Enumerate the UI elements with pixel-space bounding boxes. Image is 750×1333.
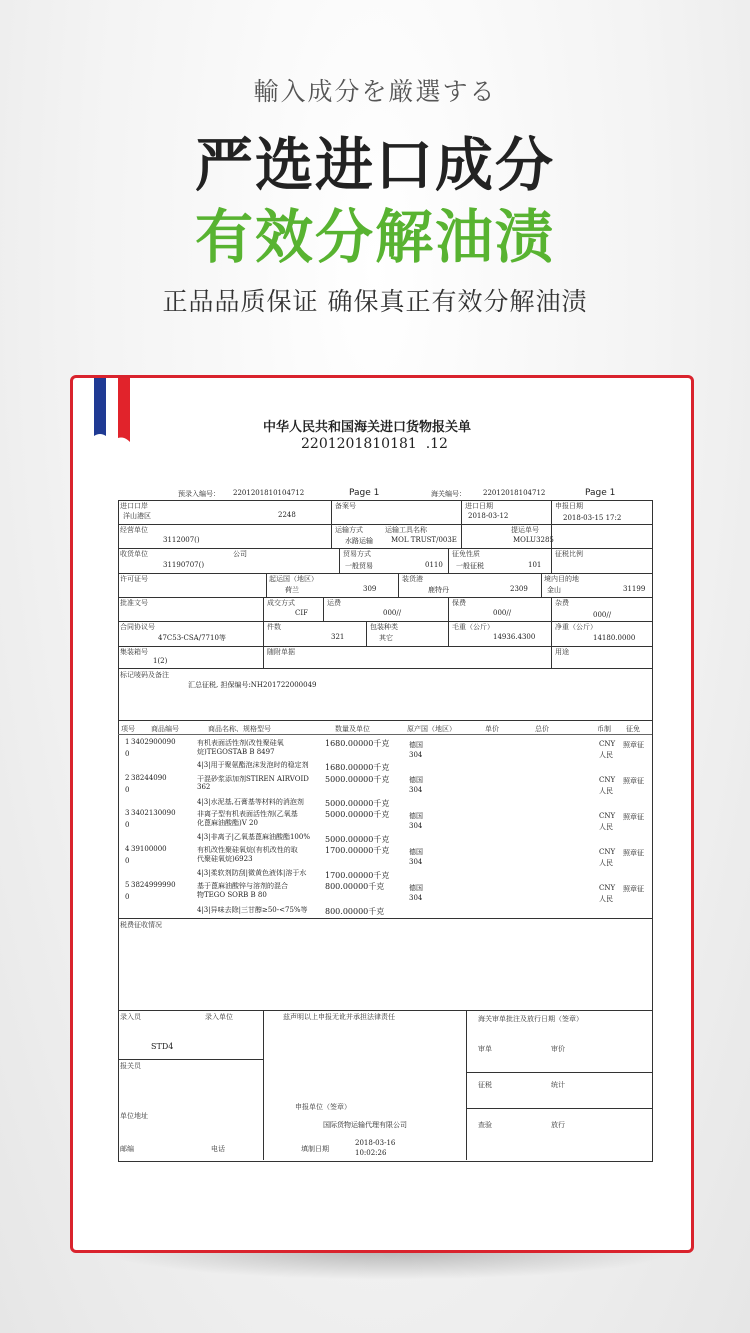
fill-time-value: 10:02:26 [355,1149,387,1157]
declarant-label: 报关员 [120,1062,141,1070]
customs-no-value: 22012018104712 [483,489,546,497]
trade-code: 0110 [425,561,443,569]
insurance-value: 000// [493,609,512,617]
statistics-label: 统计 [551,1081,565,1089]
trade-label: 贸易方式 [343,550,371,558]
net-label: 净重（公斤） [555,623,597,631]
license-label: 许可证号 [120,575,148,583]
transport-label: 运输方式 [335,526,363,534]
document-number: 2201201810181 .12 [301,436,448,452]
bill-value: MOLU3285 [513,536,554,544]
dest-value: 金山 [547,586,561,594]
transport-value: 水路运输 [345,537,373,545]
port-code: 2248 [278,511,296,519]
price-review-label: 审价 [551,1045,565,1053]
net-value: 14180.0000 [593,634,636,642]
origin-country-code: 309 [363,585,377,593]
record-label: 备案号 [335,502,356,510]
marks-value: 汇总征税, 担保编号:NH201722000049 [188,681,317,689]
levy-label: 征免性质 [452,550,480,558]
ship-port-label: 装货港 [402,575,423,583]
pack-label: 包装种类 [370,623,398,631]
customs-no-label: 海关编号： [431,490,466,498]
use-label: 用途 [555,648,569,656]
document-frame [70,375,694,1253]
fill-date-value: 2018-03-16 [355,1139,396,1147]
container-value: 1(2) [153,657,168,665]
page-label: Page 1 [349,488,380,498]
pre-entry-label: 预录入编号： [178,490,220,498]
page-label-2: Page 1 [585,488,616,498]
form-table-border [118,500,653,1162]
approval-label: 批准文号 [120,599,148,607]
marks-label: 标记唛码及备注 [120,671,169,679]
receiver-code: 31190707() [163,561,205,569]
origin-country-value: 荷兰 [285,586,299,594]
france-flag-icon [94,378,130,442]
import-date-value: 2018-03-12 [468,512,509,520]
ship-port-value: 鹿特丹 [428,586,449,594]
review-label: 审单 [478,1045,492,1053]
goods-header-levy: 征免 [626,725,640,733]
docs-label: 随附单据 [267,648,295,656]
ship-port-code: 2309 [510,585,528,593]
pieces-label: 件数 [267,623,281,631]
contract-label: 合同协议号 [120,623,155,631]
document-shadow [100,1250,680,1280]
goods-header-price: 单价 [485,725,499,733]
contract-value: 47C53-CSA/7710等 [158,634,226,642]
dest-label: 境内目的地 [544,575,579,583]
gross-label: 毛重（公斤） [452,623,494,631]
trade-value: 一般贸易 [345,562,373,570]
goods-header-total: 总价 [535,725,549,733]
declare-unit-value: 国际货物运输代理有限公司 [323,1121,407,1129]
terms-value: CIF [295,609,308,617]
insurance-label: 保费 [452,599,466,607]
pre-entry-value: 2201201810104712 [233,489,305,497]
release-label: 放行 [551,1121,565,1129]
misc-value: 000// [593,611,612,619]
misc-label: 杂费 [555,599,569,607]
goods-header-currency: 币制 [597,725,611,733]
declare-unit-label: 申报单位（签章） [295,1103,351,1111]
customs-audit-label: 海关审单批注及放行日期（签章） [478,1015,583,1023]
customs-declaration-document: 中华人民共和国海关进口货物报关单 2201201810181 .12 预录入编号： 2201201810104712 Page 1 海关编号： 22012018104712 Page 1 进口口岸 洋山港区 2248 备案号 进口日期 2018-03-12 申报日期 2018-03-15 17:2 经营单位 3112007() 运输方式 水路运输 运输工具名称 MOL TRUST/003E 提运单号 MOLU3285 收货单位 公司 31190707() 贸易方式 一般贸易 0110 征免性质 一般征税 101 征税比例 许可证号 起运国（地区） 荷兰 309 装货港 鹿特丹 2309 境内目的地 金山 31199 批准文号 成交方式 CIF 运费 000// 保费 000// 杂费 000// 合同协议号 47C53-CSA/7710等 件数 321 包装种类 其它 毛重（公斤） 14936.4300 净重（公斤） 14180.0000 集装箱号 1(2) 随附单据 用途 标记唛码及备注 汇总征税, 担保编号:NH201722000049 项号 商品编号 商品名称、规格型号 数量及单位 原产国（地区） 单价 总价 币制 征免 1 3402900090 有机表面活性剂(改性聚硅氧 烷)TEGOSTAB B 8497 1680.00000千克 德国 304 CNY 人民 照章征 0 4|3|用于聚氨酯泡沫发泡时的稳定剂 1680.00000千克 2 38244090 干混砂浆添加剂STIREN AIRVOID 362 5000.00000千克 德国 304 CNY 人民 照章征 0 4|3|水泥基,石膏基等材料的消泡剂 5000.00000千克 3 3402130090 非离子型有机表面活性剂(乙氧基 化蓖麻油酸酯)V 20 5000.00000千克 德国 304 CNY 人民 照章征 0 4|3|非离子|乙氧基蓖麻油酸酯100% 5000.00000千克 4 39100000 有机改性聚硅氧烷(有机改性的取 代聚硅氧烷)6923 1700.00000千克 德国 304 CNY 人民 照章征 0 4|3|柔软剂防刮|微黄色液体|溶于水 1700.00000千克 5 3824999990 基于蓖麻油酸锌与溶剂的混合 物TEGO SORB B 80 800.00000千克 德国 304 CNY 人民 照章征 0 4|3|异味去除|三甘醇≥50-<75%等 800.00000千克 税费征收情况 录入员 录入单位 兹声明以上申报无讹并承担法律责任 海关审单批注及放行日期（签章） STD4 审单 审价 报关员 征税 统计 申报单位（签章） 单位地址 国际货物运输代理有限公司 查验 放行 邮编 电话 填制日期 2018-03-16 10:02:26 [73,378,693,1252]
pack-value: 其它 [379,634,393,642]
gross-value: 14936.4300 [493,633,536,641]
vessel-label: 运输工具名称 [385,526,427,534]
declaration-statement: 兹声明以上申报无讹并承担法律责任 [283,1013,395,1021]
entry-person-label: 录入员 [120,1013,141,1021]
pieces-value: 321 [331,633,345,641]
levy-value: 一般征税 [456,562,484,570]
zip-label: 邮编 [120,1145,134,1153]
consignee-value: 3112007() [163,536,200,544]
goods-header-code: 商品编号 [151,725,179,733]
dest-code: 31199 [623,585,646,593]
container-label: 集装箱号 [120,648,148,656]
entry-value: STD4 [151,1042,174,1051]
tax-section-label: 税费征收情况 [120,921,162,929]
port-label: 进口口岸 [120,502,148,510]
japanese-tagline: 輸入成分を厳選する [253,77,497,106]
subtitle: 正品品质保证 确保真正有效分解油渍 [162,287,588,316]
fill-date-label: 填制日期 [301,1145,329,1153]
phone-label: 电话 [211,1145,225,1153]
headline-secondary: 有效分解油渍 [194,203,555,271]
declare-date-value: 2018-03-15 17:2 [563,514,622,522]
tax-ratio-label: 征税比例 [555,550,583,558]
inspection-label: 查验 [478,1121,492,1129]
entry-unit-label: 录入单位 [205,1013,233,1021]
port-value: 洋山港区 [123,512,151,520]
import-date-label: 进口日期 [465,502,493,510]
goods-header-qty: 数量及单位 [335,725,370,733]
bill-label: 提运单号 [511,526,539,534]
unit-address-label: 单位地址 [120,1112,148,1120]
receiver-value: 公司 [233,550,247,558]
document-title: 中华人民共和国海关进口货物报关单 [263,420,472,435]
tax-levy-label: 征税 [478,1081,492,1089]
goods-header-origin: 原产国（地区） [407,725,456,733]
origin-country-label: 起运国（地区） [269,575,318,583]
terms-label: 成交方式 [267,599,295,607]
goods-header-no: 项号 [121,725,135,733]
declare-date-label: 申报日期 [555,502,583,510]
freight-value: 000// [383,609,402,617]
goods-header-name: 商品名称、规格型号 [208,725,271,733]
levy-code: 101 [528,561,542,569]
freight-label: 运费 [327,599,341,607]
consignee-label: 经营单位 [120,526,148,534]
receiver-label: 收货单位 [120,550,148,558]
headline-primary: 严选进口成分 [194,131,555,199]
vessel-value: MOL TRUST/003E [391,536,457,544]
